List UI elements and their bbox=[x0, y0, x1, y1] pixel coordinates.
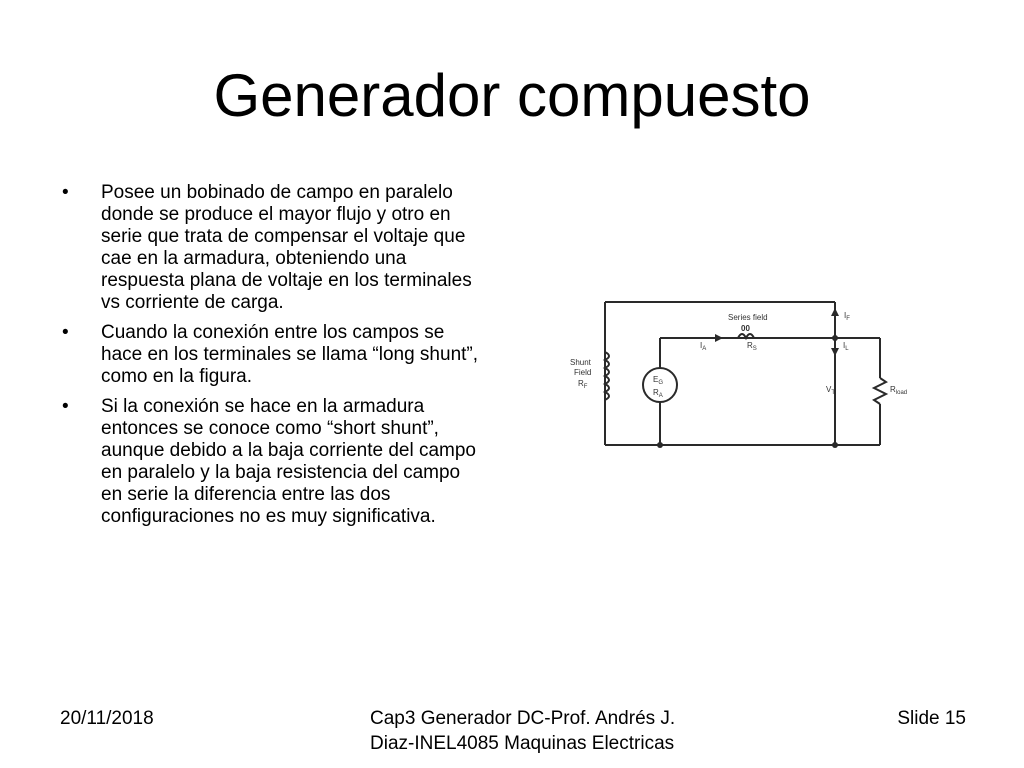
footer-date: 20/11/2018 bbox=[60, 708, 154, 729]
node-dot bbox=[832, 335, 838, 341]
bullet-item: • Si la conexión se hace en la armadura entonces se conoce como “short shunt”, aunque debido a la baja corriente del campo en paralelo y la baja resistencia del campo en serie la diferencia entre las dos configuraciones no es muy significativa. bbox=[58, 396, 483, 528]
shunt-coil bbox=[605, 352, 609, 400]
ia-label: $I_A$ bbox=[700, 341, 707, 352]
arrow-if bbox=[831, 308, 839, 316]
shunt-label-1: Shunt bbox=[570, 358, 591, 367]
load-resistor bbox=[874, 378, 886, 404]
node-dot bbox=[832, 442, 838, 448]
rs-label: $R_S$ bbox=[747, 341, 757, 352]
rload-label: $R_{load}$ bbox=[890, 385, 908, 396]
arrow-il bbox=[831, 348, 839, 356]
vt-label: $V_T$ bbox=[826, 385, 836, 396]
bullet-item: • Cuando la conexión entre los campos se hace en los terminales se llama “long shunt”, como en la figura. bbox=[58, 322, 483, 388]
if-label: $I_F$ bbox=[844, 311, 850, 322]
footer-course-info bbox=[370, 706, 700, 756]
il-label: $I_L$ bbox=[843, 341, 849, 352]
shunt-label-3: $R_F$ bbox=[578, 379, 588, 390]
shunt-label-2: Field bbox=[574, 368, 592, 377]
slide-title: Generador compuesto bbox=[213, 62, 811, 129]
series-field-label: Series field bbox=[728, 313, 768, 322]
footer-line-2: Diaz-INEL4085 Maquinas Electricas bbox=[370, 733, 675, 754]
bullet-list bbox=[58, 182, 483, 536]
footer-line-1: Cap3 Generador DC-Prof. Andrés J. bbox=[370, 708, 676, 729]
circuit-diagram bbox=[560, 290, 940, 460]
arrow-ia bbox=[715, 334, 723, 342]
series-coil-label: 00 bbox=[741, 324, 750, 333]
ra-label: $R_A$ bbox=[653, 388, 663, 399]
node-dot bbox=[657, 442, 663, 448]
eg-label: $E_G$ bbox=[653, 375, 664, 386]
footer-slide-number: Slide 15 bbox=[897, 708, 966, 729]
bullet-item: • Posee un bobinado de campo en paralelo donde se produce el mayor flujo y otro en serie que trata de compensar el voltaje que cae en la armadura, obteniendo una respuesta plana de voltaje en los terminales vs corriente de carga. bbox=[58, 182, 483, 314]
